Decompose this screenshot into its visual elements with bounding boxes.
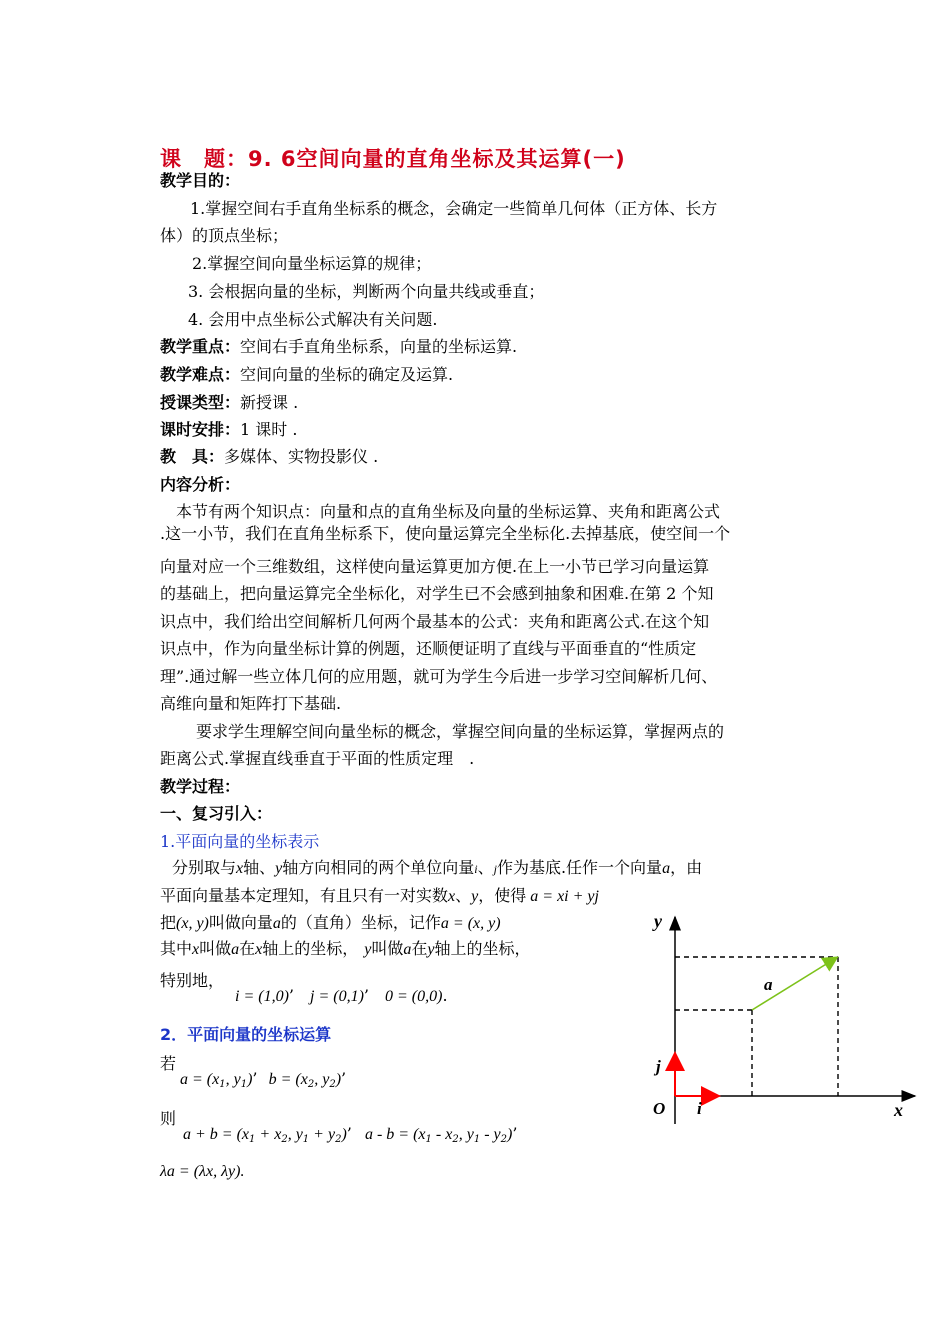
- lesson-type-label: 授课类型：: [160, 393, 241, 412]
- analysis-heading: 内容分析：: [160, 475, 241, 494]
- analysis-line: 识点中，我们给出空间解析几何两个最基本的公式：夹角和距离公式.在这个知: [160, 612, 710, 631]
- objective-3: 3. 会根据向量的坐标，判断两个向量共线或垂直；: [188, 282, 545, 301]
- text-then: 则: [160, 1109, 177, 1128]
- equation-scalar: λa = (λx, λy).: [160, 1163, 245, 1180]
- text-fragment: 的（直角）坐标，记作: [280, 913, 441, 932]
- tools: [160, 446, 378, 468]
- scalar-product: [160, 1160, 244, 1183]
- coordinate-figure: [640, 905, 930, 1130]
- key-points: [160, 336, 517, 358]
- math-y: y: [364, 941, 372, 958]
- lesson-type-text: 新授课 .: [240, 393, 299, 412]
- equation-zero: 0 = (0,0): [385, 988, 443, 1005]
- equation-sum: a + b = (x: [183, 1126, 250, 1143]
- tools-text: 多媒体、实物投影仪 .: [224, 447, 379, 466]
- math-a: a: [403, 941, 412, 958]
- equation-coord: a = (x, y): [440, 915, 501, 932]
- x-axis-label: x: [894, 1100, 903, 1120]
- objective-2: 2.掌握空间向量坐标运算的规律；: [192, 254, 432, 273]
- objective-1: 1.掌握空间右手直角坐标系的概念，会确定一些简单几何体（正方体、长方: [190, 199, 718, 218]
- analysis-line: 的基础上，把向量运算完全坐标化，对学生已不会感到抽象和困难.在第 2 个知: [160, 584, 714, 603]
- text-if: 若: [160, 1054, 177, 1073]
- math-j: j: [493, 862, 497, 876]
- difficulties-label: 教学难点：: [160, 365, 241, 384]
- text-fragment: 轴方向相同的两个单位向量: [282, 858, 475, 877]
- text-fragment: 平面向量基本定理知，有且只有一对实数: [160, 886, 449, 905]
- objective-1-cont: 体）的顶点坐标；: [160, 226, 289, 245]
- analysis-line: 本节有两个知识点：向量和点的直角坐标及向量的坐标运算、夹角和距离公式: [176, 502, 721, 521]
- lesson-type: [160, 392, 298, 414]
- y-axis-label: y: [654, 911, 662, 931]
- math-y: y: [427, 941, 435, 958]
- equation-j: j = (0,1): [310, 988, 364, 1005]
- text-line: [172, 857, 702, 880]
- subsection-2: 2．平面向量的坐标运算: [160, 1025, 332, 1044]
- analysis-line: 理”.通过解一些立体几何的应用题，就可为学生今后进一步学习空间解析几何、: [160, 667, 718, 686]
- math-y: y: [471, 888, 479, 905]
- objective-4: 4. 会用中点坐标公式解决有关问题.: [188, 310, 438, 329]
- key-points-text: 空间右手直角坐标系，向量的坐标运算.: [240, 337, 518, 356]
- sum-diff: $a + b = (x_1 + x_2$, $y_1 + y_2$)’ $a - b = (x_1 - x_2$, $y_1 - y_2$)’: [183, 1124, 518, 1145]
- text-line: [160, 938, 531, 961]
- process-heading: 教学过程：: [160, 777, 241, 796]
- difficulties-text: 空间向量的坐标的确定及运算.: [240, 365, 454, 384]
- schedule-label: 课时安排：: [160, 420, 241, 439]
- unit-j-label: j: [656, 1057, 661, 1076]
- section-review: 一、复习引入：: [160, 804, 273, 823]
- special-vectors: i = (1,0)’ j = (0,1)’ 0 = (0,0).: [235, 986, 448, 1005]
- schedule-text: 1 课时 .: [240, 420, 298, 439]
- coords-ab: $a = (x_1$, $y_1$)’ $b = (x_2$, $y_2$)’: [180, 1069, 347, 1090]
- text-fragment: ，由: [670, 858, 703, 877]
- text-fragment: 轴上的坐标，: [262, 939, 359, 958]
- text-line: [160, 885, 599, 908]
- equation-i: i = (1,0): [235, 988, 289, 1005]
- difficulties: [160, 364, 453, 386]
- schedule: [160, 419, 297, 441]
- key-points-label: 教学重点：: [160, 337, 241, 356]
- text-fragment: ，使得: [478, 886, 527, 905]
- equation-diff: a - b = (x: [364, 1126, 426, 1143]
- math-x: x: [255, 941, 263, 958]
- unit-i-label: i: [697, 1099, 702, 1118]
- text-fragment: 在: [239, 939, 256, 958]
- text-fragment: 在: [411, 939, 428, 958]
- text-line: [160, 912, 501, 935]
- text-line: 特别地，: [160, 971, 225, 990]
- text-fragment: 、: [455, 886, 472, 905]
- math-x: x: [448, 888, 456, 905]
- lesson-title: 课 题：9. 6空间向量的直角坐标及其运算(一): [160, 147, 626, 171]
- math-x: x: [192, 941, 200, 958]
- tools-label: 教 具：: [160, 447, 225, 466]
- text-fragment: 轴上的坐标，: [434, 939, 531, 958]
- equation-a: a = xi + yj: [530, 888, 599, 905]
- text-fragment: 叫做: [199, 939, 232, 958]
- math-a: a: [272, 915, 281, 932]
- text-fragment: 、: [477, 858, 494, 877]
- subsection-1: 1.平面向量的坐标表示: [160, 832, 320, 851]
- math-x: x: [236, 860, 244, 877]
- text-fragment: 轴、: [243, 858, 276, 877]
- analysis-line: 高维向量和矩阵打下基础.: [160, 694, 342, 713]
- text-fragment: 叫做向量: [208, 913, 273, 932]
- analysis-line: 要求学生理解空间向量坐标的概念，掌握空间向量的坐标运算，掌握两点的: [196, 722, 725, 741]
- analysis-line: 识点中，作为向量坐标计算的例题，还顺便证明了直线与平面垂直的“性质定: [160, 639, 697, 658]
- objectives-heading: 教学目的：: [160, 171, 241, 190]
- text-fragment: 分别取与: [172, 858, 237, 877]
- text-fragment: 把: [160, 913, 177, 932]
- text-fragment: 叫做: [371, 939, 404, 958]
- origin-label: O: [653, 1099, 666, 1118]
- math-a: a: [231, 941, 240, 958]
- math-i: i: [474, 862, 478, 876]
- analysis-line: 向量对应一个三维数组，这样使向量运算更加方便.在上一小节已学习向量运算: [160, 557, 710, 576]
- analysis-line: .这一小节，我们在直角坐标系下，使向量运算完全坐标化.去掉基底，使空间一个: [160, 524, 731, 543]
- vector-a-label: a: [764, 975, 773, 994]
- math-y: y: [275, 860, 283, 877]
- math-pair: (x, y): [176, 915, 209, 932]
- equation-b-coords: b = (x: [268, 1071, 308, 1088]
- text-fragment: 作为基底.任作一个向量: [496, 858, 663, 877]
- equation-a-coords: a = (x: [180, 1071, 220, 1088]
- text-fragment: 其中: [160, 939, 193, 958]
- math-a: a: [662, 860, 671, 877]
- analysis-line: 距离公式.掌握直线垂直于平面的性质定理 .: [160, 749, 475, 768]
